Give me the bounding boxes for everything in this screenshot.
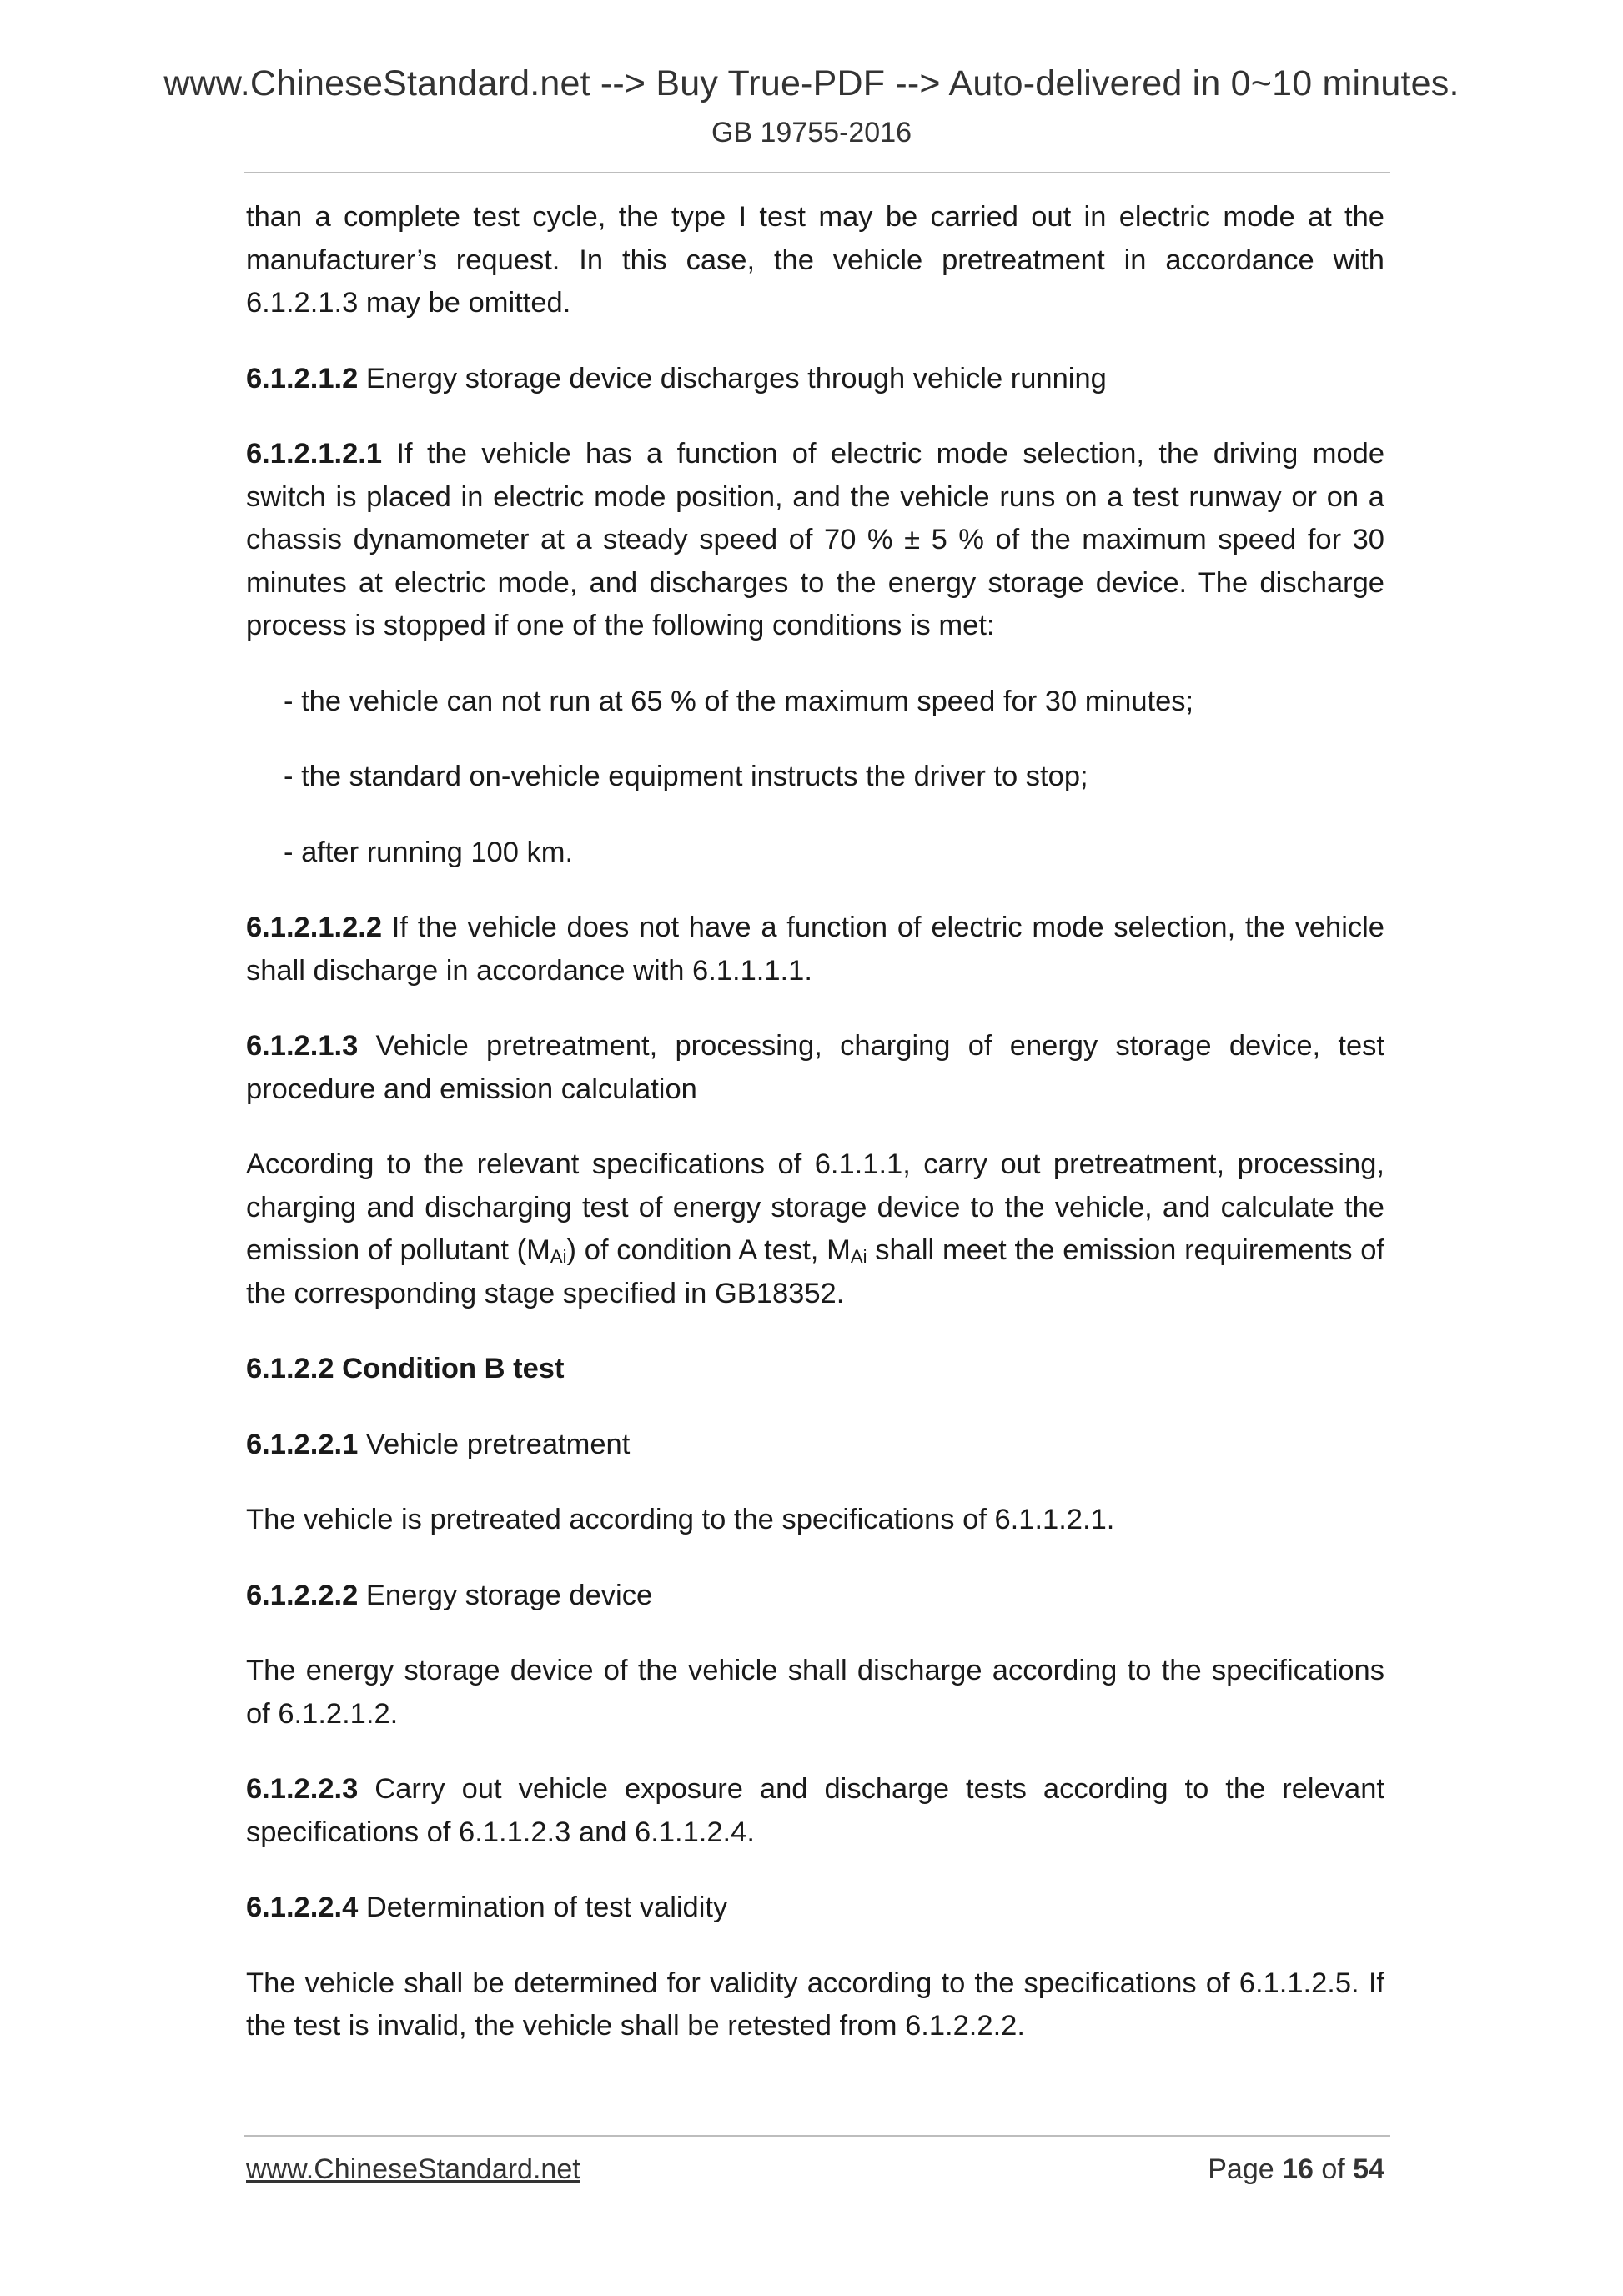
subscript: Ai <box>850 1246 867 1267</box>
section-heading: 6.1.2.2 Condition B test <box>246 1353 565 1384</box>
subscript: Ai <box>550 1246 567 1267</box>
clause-number: 6.1.2.2.2 <box>246 1579 359 1611</box>
clause-title: Determination of test validity <box>358 1892 728 1923</box>
clause-6-1-2-2-4 <box>246 1887 1384 1930</box>
footer-divider <box>244 2135 1390 2137</box>
paragraph: The vehicle shall be determined for validity according to the specifications of 6.1.1.2.5. If the test is invalid, the vehicle shall be retested from 6.1.2.2.2. <box>246 1967 1384 2042</box>
clause-number: 6.1.2.2.1 <box>246 1428 359 1460</box>
page-indicator <box>1208 2153 1384 2186</box>
page-current: 16 <box>1282 2153 1314 2185</box>
clause-6-1-2-1-2-2 <box>246 907 1384 992</box>
paragraph-text: shall meet the emission requirements of the corresponding stage specified in GB18352. <box>246 1234 1384 1309</box>
paragraph: The energy storage device of the vehicle shall discharge according to the specifications of 6.1.2.1.2. <box>246 1655 1384 1730</box>
standard-number: GB 19755-2016 <box>711 117 912 148</box>
clause-6-1-2-2-1 <box>246 1424 1384 1467</box>
paragraph-text: According to the relevant specifications of 6.1.1.1, carry out pretreatment, processing, charging and discharging test of energy storage device to the vehicle, and calculate the emission of pollutant (M <box>246 1148 1384 1266</box>
clause-number: 6.1.2.1.2 <box>246 362 359 394</box>
clause-number: 6.1.2.2.3 <box>246 1773 359 1805</box>
clause-number: 6.1.2.1.3 <box>246 1030 359 1062</box>
clause-number: 6.1.2.1.2.1 <box>246 438 383 470</box>
header-divider <box>244 172 1390 173</box>
clause-6-1-2-2-2 <box>246 1575 1384 1618</box>
clause-title: Vehicle pretreatment <box>358 1428 631 1460</box>
clause-text: If the vehicle has a function of electric mode selection, the driving mode switch is placed in electric mode position, and the vehicle runs on a test runway or on a chassis dynamometer at a steady speed of 70 % ± 5 % of the maximum speed for 30 minutes at electric mode, and discharges to the energy storage device. The discharge process is stopped if one of the following conditions is met: <box>246 438 1384 641</box>
footer-website-link[interactable]: www.ChineseStandard.net <box>246 2153 580 2185</box>
clause-title: Vehicle pretreatment, processing, charging of energy storage device, test procedure and emission calculation <box>246 1030 1384 1105</box>
paragraph-text: than a complete test cycle, the type I test may be carried out in electric mode at the manufacturer’s request. In this case, the vehicle pretreatment in accordance with 6.1.2.1.3 may be omitted. <box>246 201 1384 319</box>
list-item: - the vehicle can not run at 65 % of the maximum speed for 30 minutes; <box>284 685 1194 717</box>
clause-6-1-2-2-3 <box>246 1768 1384 1854</box>
page-total: 54 <box>1353 2153 1384 2185</box>
page-of-label: of <box>1313 2153 1354 2185</box>
clause-6-1-2-1-2-1 <box>246 433 1384 648</box>
list-item: - after running 100 km. <box>284 836 574 868</box>
list-item: - the standard on-vehicle equipment instructs the driver to stop; <box>284 761 1088 792</box>
clause-6-1-2-1-3 <box>246 1025 1384 1111</box>
clause-6-1-2-1-2 <box>246 358 1384 401</box>
paragraph-text: ) of condition A test, M <box>566 1234 851 1266</box>
clause-text: Carry out vehicle exposure and discharge tests according to the relevant specifications of 6.1.1.2.3 and 6.1.1.2.4. <box>246 1773 1384 1848</box>
clause-number: 6.1.2.2.4 <box>246 1892 359 1923</box>
paragraph <box>246 196 1384 325</box>
clause-title: Energy storage device <box>358 1579 653 1611</box>
clause-title: Energy storage device discharges through vehicle running <box>358 362 1107 394</box>
page-label: Page <box>1208 2153 1283 2185</box>
header-banner: www.ChineseStandard.net --> Buy True-PDF --> Auto-delivered in 0~10 minutes. <box>163 63 1460 103</box>
paragraph: The vehicle is pretreated according to the specifications of 6.1.1.2.1. <box>246 1504 1115 1535</box>
paragraph <box>246 1143 1384 1315</box>
document-body <box>246 196 1384 2081</box>
clause-number: 6.1.2.1.2.2 <box>246 912 383 943</box>
clause-text: If the vehicle does not have a function of electric mode selection, the vehicle shall discharge in accordance with 6.1.1.1.1. <box>246 912 1384 987</box>
